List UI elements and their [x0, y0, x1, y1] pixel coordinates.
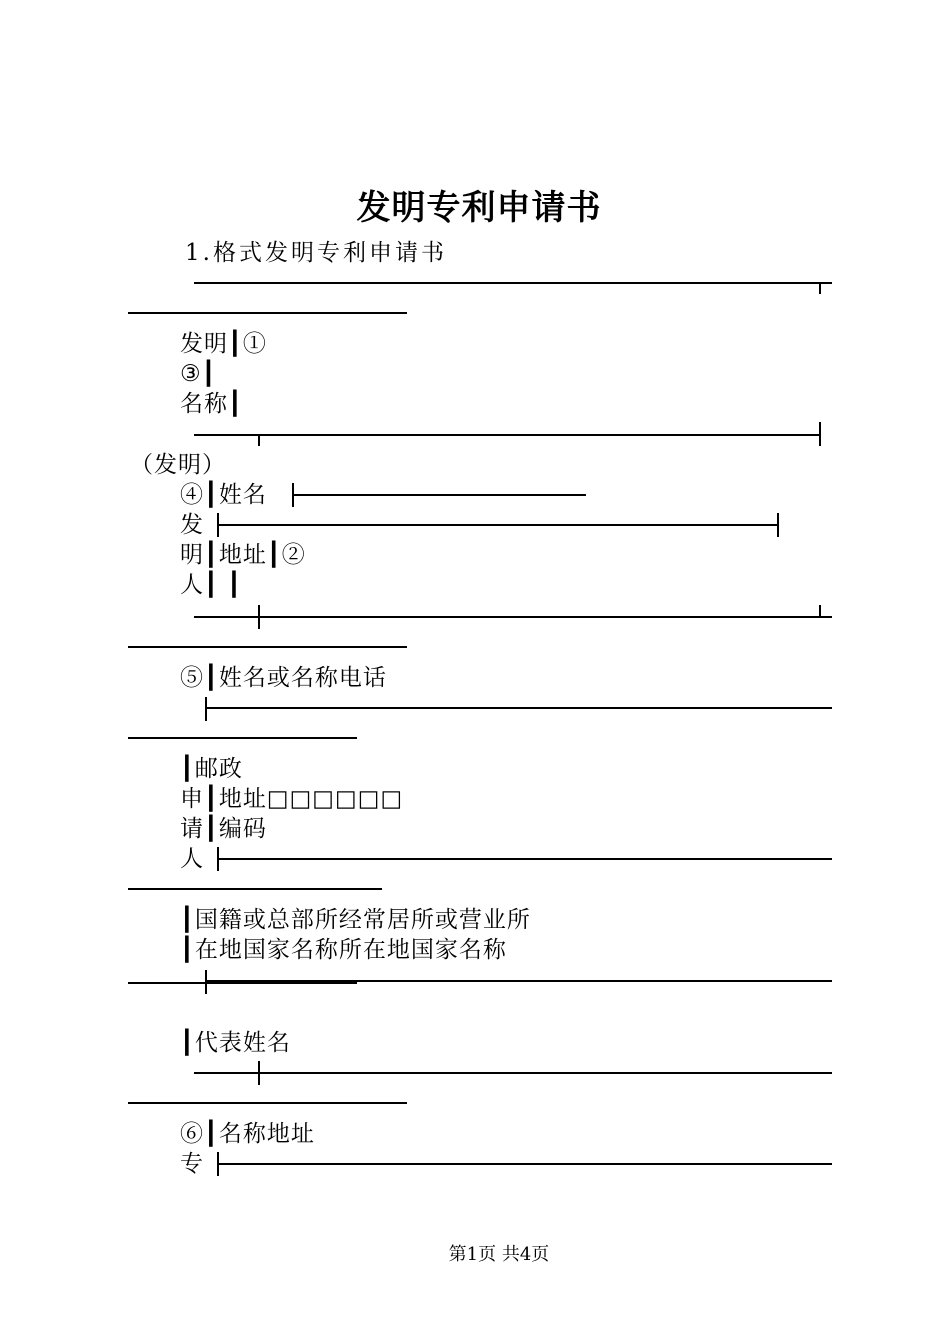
rule-tick: [819, 605, 821, 617]
rule-line: [217, 858, 832, 860]
row-agency-zhuan: 专: [180, 1151, 204, 1177]
row-inventor-fa: 发: [180, 512, 204, 538]
rule-tick: [819, 422, 821, 446]
rule-tick: [205, 697, 207, 721]
rule-line: [292, 494, 586, 496]
row-applicant-ren: 人: [180, 846, 204, 872]
rule-line: [128, 312, 407, 314]
rule-tick: [258, 1061, 260, 1085]
rule-tick: [258, 605, 260, 629]
rule-tick: [258, 434, 260, 446]
row-country-name: ┃在地国家名称所在地国家名称: [180, 937, 507, 963]
rule-line: [128, 737, 357, 739]
page-footer: 第1页 共4页: [448, 1244, 550, 1265]
rule-tick: [819, 282, 821, 294]
row-invention-paren: （发明）: [130, 452, 226, 478]
rule-tick: [777, 513, 779, 537]
rule-line: [194, 434, 820, 436]
row-applicant-address: 申┃地址□□□□□□: [180, 786, 404, 812]
row-nationality: ┃国籍或总部所经常居所或营业所: [180, 907, 531, 933]
rule-line: [217, 1163, 832, 1165]
row-applicant-code: 请┃编码: [180, 816, 267, 842]
row-applicant-postal: ┃邮政: [180, 756, 243, 782]
rule-line: [194, 1072, 832, 1074]
row-representative: ┃代表姓名: [180, 1030, 291, 1056]
rule-line: [128, 888, 382, 890]
rule-line: [128, 982, 357, 984]
row-invention-3: ③┃: [180, 361, 217, 387]
row-invention-name: 名称┃: [180, 391, 243, 417]
row-invention-1: 发明┃①: [180, 331, 267, 357]
rule-line: [194, 616, 832, 618]
row-agency-address: ⑥┃名称地址: [180, 1121, 315, 1147]
rule-line: [194, 282, 832, 284]
document-title: 发明专利申请书: [356, 188, 602, 228]
rule-line: [217, 524, 779, 526]
rule-line: [128, 1102, 407, 1104]
row-inventor-address: 明┃地址┃②: [180, 542, 306, 568]
subtitle: 1.格式发明专利申请书: [185, 240, 447, 266]
row-inventor-name: ④┃姓名: [180, 482, 267, 508]
rule-line: [205, 707, 832, 709]
row-applicant-name: ⑤┃姓名或名称电话: [180, 665, 387, 691]
row-inventor-ren: 人┃ ┃: [180, 572, 243, 598]
rule-line: [128, 646, 407, 648]
